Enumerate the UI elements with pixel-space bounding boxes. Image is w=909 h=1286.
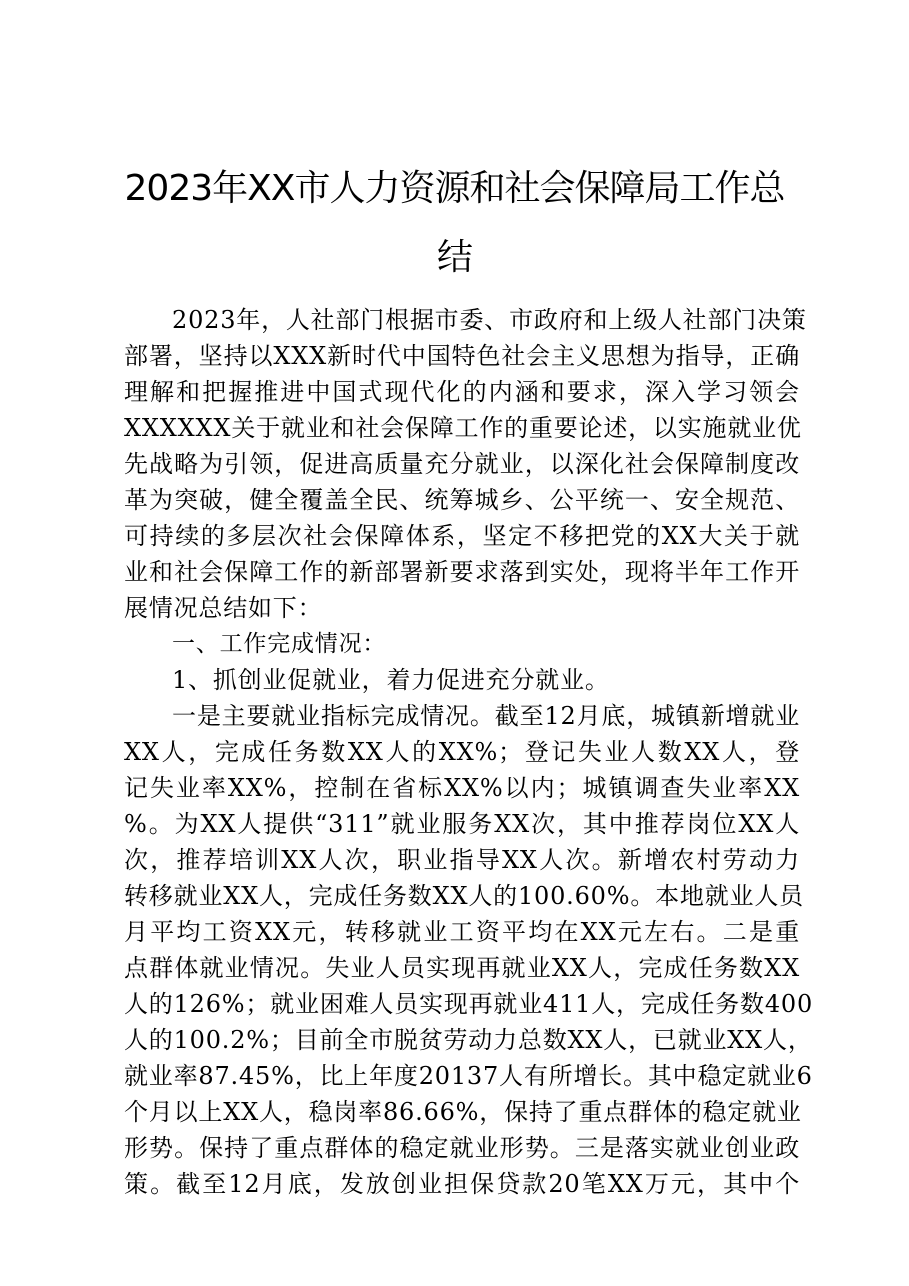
paragraph-line: 部署，坚持以XXX新时代中国特色社会主义思想为指导，正确 [124,342,800,370]
paragraph-line: 次，推荐培训XX人次，职业指导XX人次。新增农村劳动力 [124,846,800,874]
paragraph-line: %。为XX人提供“311”就业服务XX次，其中推荐岗位XX人 [124,810,800,838]
document-body [124,302,814,1202]
subsection-heading: 1、抓创业促就业，着力促进充分就业。 [172,666,610,694]
paragraph-line: 人的126%；就业困难人员实现再就业411人，完成任务数400 [124,990,814,1018]
section-heading: 一、工作完成情况： [172,631,387,657]
paragraph-line: 2023年，人社部门根据市委、市政府和上级人社部门决策 [172,306,807,334]
paragraph-line: 革为突破，健全覆盖全民、统筹城乡、公平统一、安全规范、 [124,486,800,514]
paragraph-line: 展情况总结如下： [124,594,323,622]
document-title-line-1: 2023年XX市人力资源和社会保障局工作总 [124,168,785,209]
paragraph-line: 人的100.2%；目前全市脱贫劳动力总数XX人，已就业XX人， [124,1026,813,1054]
paragraph-line: 就业率87.45%，比上年度20137人有所增长。其中稳定就业6 [124,1062,813,1090]
paragraph-line: 一是主要就业指标完成情况。截至12月底，城镇新增就业 [172,702,800,730]
paragraph-line: 个月以上XX人，稳岗率86.66%，保持了重点群体的稳定就业 [124,1098,802,1126]
document-title-line-2: 结 [436,237,472,278]
paragraph-line: 策。截至12月底，发放创业担保贷款20笔XX万元，其中个 [124,1170,800,1198]
paragraph-line: 月平均工资XX元，转移就业工资平均在XX元左右。二是重 [124,918,800,946]
paragraph-line: 理解和把握推进中国式现代化的内涵和要求，深入学习领会 [124,378,800,406]
paragraph-line: 点群体就业情况。失业人员实现再就业XX人，完成任务数XX [124,954,800,982]
paragraph-line: XXXXXX关于就业和社会保障工作的重要论述，以实施就业优 [124,414,802,442]
paragraph-line: 可持续的多层次社会保障体系，坚定不移把党的XX大关于就 [124,522,800,550]
paragraph-line: XX人，完成任务数XX人的XX%；登记失业人数XX人，登 [124,738,800,766]
paragraph-line: 先战略为引领，促进高质量充分就业，以深化社会保障制度改 [124,450,800,478]
paragraph-line: 形势。保持了重点群体的稳定就业形势。三是落实就业创业政 [124,1134,800,1162]
paragraph-line: 记失业率XX%，控制在省标XX%以内；城镇调查失业率XX [124,774,800,802]
paragraph-line: 业和社会保障工作的新部署新要求落到实处，现将半年工作开 [124,558,800,586]
paragraph-line: 转移就业XX人，完成任务数XX人的100.60%。本地就业人员 [124,882,804,910]
